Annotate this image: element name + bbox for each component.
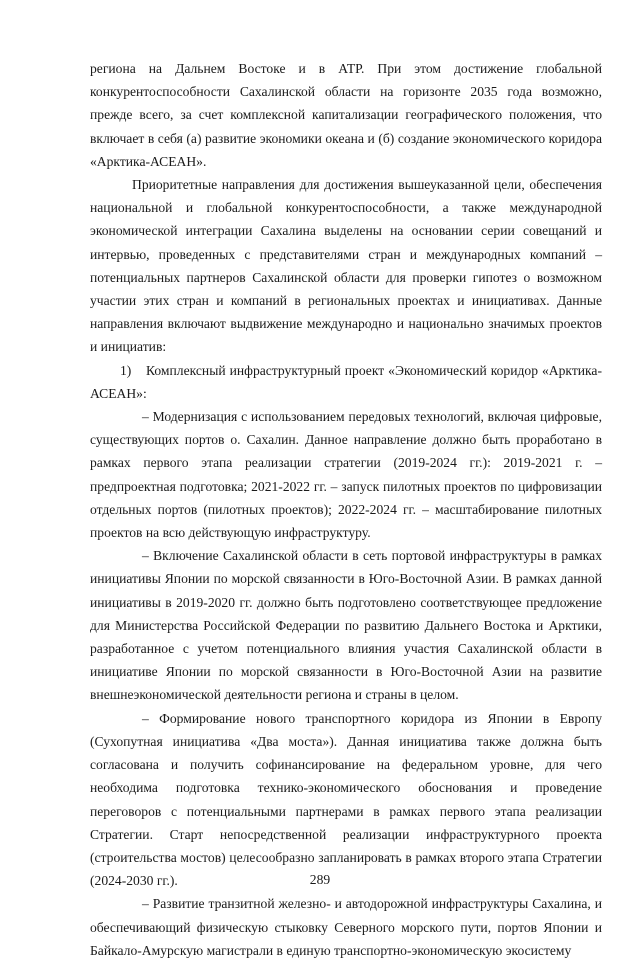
- list-item-text: Комплексный инфраструктурный проект «Экономический коридор «Арктика-АСЕАН»:: [90, 362, 602, 401]
- paragraph-priority-directions: Приоритетные направления для достижения вышеуказанной цели, обеспечения национальной и глобальной конкурентоспособности, а также международной экономической интеграции Сахалина выделены на основании серии совещаний и интервью, проведенных с представителями стран и международных компаний – потенциальных партнеров Сахалинской области для проверки гипотез о возможном участии этих стран и компаний в региональных проектах и инициативах. Данные направления включают выдвижение международно и национально значимых проектов и инициатив:: [90, 177, 602, 355]
- list-item-1: [90, 359, 602, 405]
- dash-item-port-modernization: – Модернизация с использованием передовых технологий, включая цифровые, существующих портов о. Сахалин. Данное направление должно быть проработано в рамках первого этапа реализации стратегии (2019-2024 гг.): 2019-2021 г. – предпроектная подготовка; 2021-2022 гг. – запуск пилотных проектов по цифровизации отдельных портов (пилотных проектов); 2022-2024 гг. – масштабирование пилотных проектов на всю действующую инфраструктуру.: [90, 409, 602, 541]
- list-item-number: 1): [120, 362, 132, 378]
- dash-item-port-network: – Включение Сахалинской области в сеть портовой инфраструктуры в рамках инициативы Японии по морской связанности в Юго-Восточной Азии. В рамках данной инициативы в 2019-2020 гг. должно быть подготовлено соответствующее предложение для Министерства Российской Федерации по развитию Дальнего Востока и Арктики, разработанное с учетом потенциального влияния участия Сахалинской области в инициативе Японии по морской связанности в Юго-Восточной Азии на развитие внешнеэкономической деятельности региона и страны в целом.: [90, 548, 602, 703]
- paragraph-continuation: региона на Дальнем Востоке и в АТР. При этом достижение глобальной конкурентоспособности Сахалинской области на горизонте 2035 года возможно, прежде всего, за счет комплексной капитализации географического положения, что включает в себя (а) развитие экономики океана и (б) создание экономического коридора «Арктика-АСЕАН».: [90, 61, 602, 169]
- page-number: 289: [309, 872, 331, 887]
- body-text: [90, 57, 602, 962]
- dash-item-transit-infrastructure: – Развитие транзитной железно- и автодорожной инфраструктуры Сахалина, и обеспечивающий физическую стыковку Северного морского пути, портов Японии и Байкало-Амурскую магистрали в единую транспортно-экономическую экосистему: [90, 896, 602, 958]
- dash-item-transport-corridor: – Формирование нового транспортного коридора из Японии в Европу (Сухопутная инициатива «Два моста»). Данная инициатива также должна быть согласована и получить софинансирование на федеральном уровне, для чего необходима подготовка технико-экономического обоснования и проведение переговоров с потенциальными партнерами в рамках первого этапа реализации Стратегии. Старт непосредственной реализации инфраструктурного проекта (строительства мостов) целесообразно запланировать в рамках второго этапа Стратегии (2024-2030 гг.).: [90, 710, 602, 889]
